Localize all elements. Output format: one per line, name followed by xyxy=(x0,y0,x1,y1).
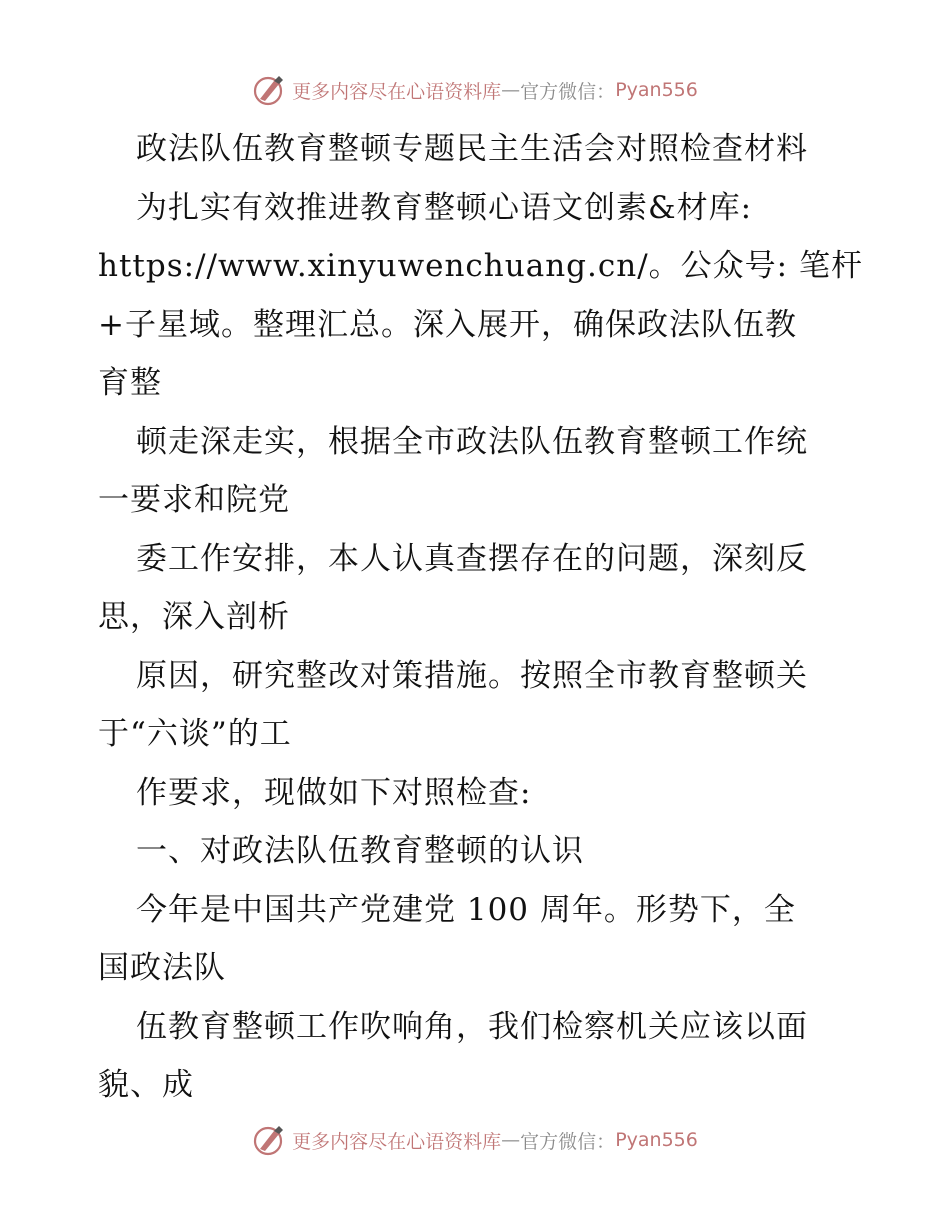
text-line: 于“六谈”的工 xyxy=(98,716,292,752)
pen-logo-icon xyxy=(252,1122,288,1158)
text-line: 育整 xyxy=(98,365,162,401)
pen-logo-icon xyxy=(252,72,288,108)
text-line: 一要求和院党 xyxy=(98,482,290,518)
section-heading: 一、对政法队伍教育整顿的认识 xyxy=(136,833,584,869)
banner-wechat-handle: Pyan556 xyxy=(615,79,698,101)
header-banner xyxy=(0,70,950,110)
text-line: 顿走深走实，根据全市政法队伍教育整顿工作统 xyxy=(136,423,808,460)
text-line: +子星域。整理汇总。深入展开，确保政法队伍教 xyxy=(98,306,797,343)
text-line: 原因，研究整改对策措施。按照全市教育整顿关 xyxy=(136,657,808,694)
banner-wechat-handle: Pyan556 xyxy=(615,1129,698,1151)
text-line: 今年是中国共产党建党 100 周年。形势下，全 xyxy=(136,891,796,928)
banner-wechat-label: 官方微信： xyxy=(520,80,616,103)
text-line: 思，深入剖析 xyxy=(98,599,290,635)
text-line: 貌、成 xyxy=(98,1067,194,1103)
footer-banner xyxy=(0,1120,950,1160)
banner-title: 更多内容尽在心语资料库 xyxy=(292,1130,502,1153)
document-body xyxy=(98,120,863,1115)
text-line: 作要求，现做如下对照检查: xyxy=(136,774,532,811)
text-line: https://www.xinyuwenchuang.cn/。公众号: 笔杆 xyxy=(98,248,863,284)
text-line: 伍教育整顿工作吹响角，我们检察机关应该以面 xyxy=(136,1008,808,1045)
text-line: 为扎实有效推进教育整顿心语文创素&材库: xyxy=(136,189,753,226)
banner-title: 更多内容尽在心语资料库 xyxy=(292,80,502,103)
document-title: 政法队伍教育整顿专题民主生活会对照检查材料 xyxy=(136,131,808,167)
text-line: 委工作安排，本人认真查摆存在的问题，深刻反 xyxy=(136,540,808,577)
banner-dash: — xyxy=(501,1129,521,1151)
banner-dash: — xyxy=(501,79,521,101)
text-line: 国政法队 xyxy=(98,950,226,986)
banner-wechat-label: 官方微信： xyxy=(520,1130,616,1153)
